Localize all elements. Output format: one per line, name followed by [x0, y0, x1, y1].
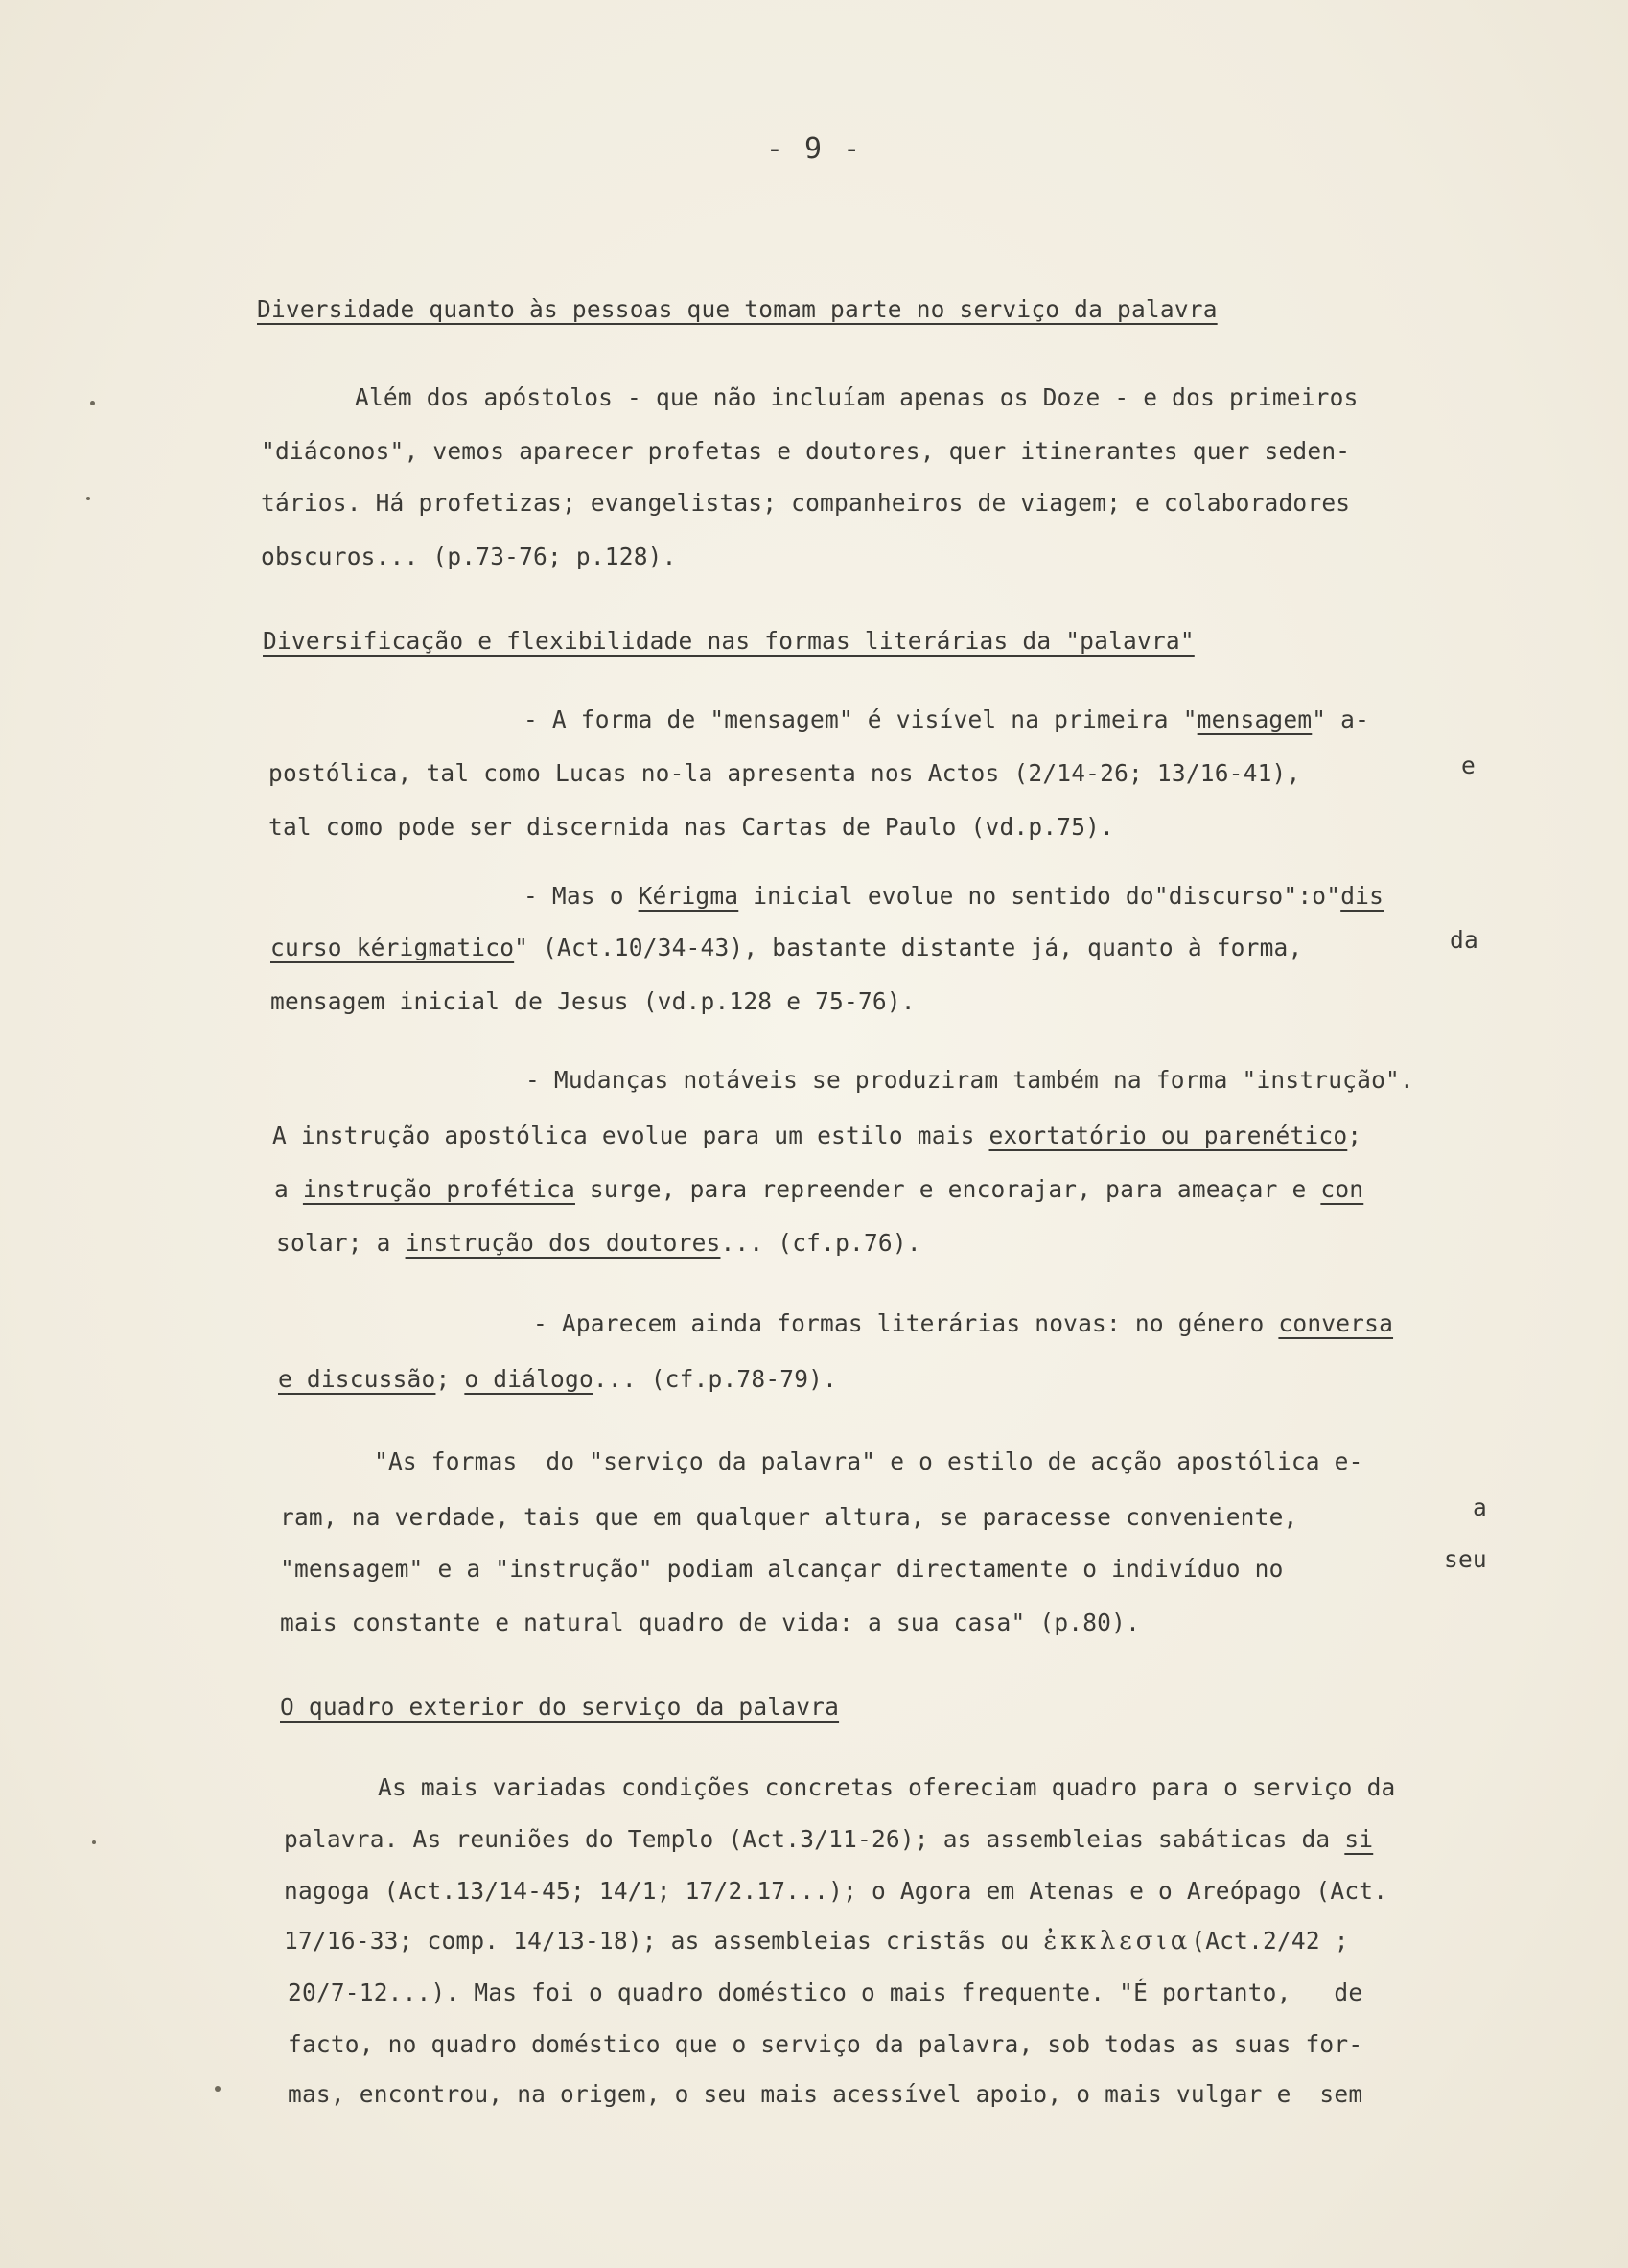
paragraph-line: As mais variadas condições concretas ofereciam quadro para o serviço da: [378, 1773, 1396, 1801]
paragraph-line: A instrução apostólica evolue para um estilo mais exortatório ou parenético;: [272, 1122, 1362, 1149]
paragraph-line: mensagem inicial de Jesus (vd.p.128 e 75-76).: [270, 987, 916, 1015]
paragraph-line: Além dos apóstolos - que não incluíam apenas os Doze - e dos primeiros: [355, 383, 1359, 411]
paragraph-line: tários. Há profetizas; evangelistas; companheiros de viagem; e colaboradores: [261, 489, 1351, 517]
section-heading-literary-forms: Diversificação e flexibilidade nas formas literárias da "palavra": [263, 627, 1195, 655]
scan-speck: [86, 497, 90, 500]
paragraph-line: - A forma de "mensagem" é visível na primeira "mensagem" a-: [523, 706, 1370, 733]
paragraph-line-end: da: [1450, 926, 1478, 954]
section-heading-exterior-frame: O quadro exterior do serviço da palavra: [280, 1693, 840, 1721]
paragraph-line: obscuros... (p.73-76; p.128).: [261, 543, 677, 570]
scan-speck: [90, 401, 95, 405]
paragraph-line: - Mudanças notáveis se produziram também na forma "instrução".: [525, 1066, 1414, 1094]
paragraph-line: tal como pode ser discernida nas Cartas de Paulo (vd.p.75).: [268, 813, 1115, 841]
quote-line-end: seu: [1444, 1545, 1487, 1573]
page-number: - 9 -: [765, 132, 863, 166]
paragraph-line: - Mas o Kérigma inicial evolue no sentido do"discurso":o"dis: [523, 882, 1384, 910]
quote-line: mais constante e natural quadro de vida: a sua casa" (p.80).: [280, 1608, 1141, 1636]
scan-speck: [92, 1840, 96, 1844]
quote-line: ram, na verdade, tais que em qualquer altura, se paracesse conveniente,: [280, 1503, 1298, 1531]
paragraph-line: mas, encontrou, na origem, o seu mais acessível apoio, o mais vulgar e sem: [288, 2080, 1363, 2108]
section-heading-persons: Diversidade quanto às pessoas que tomam parte no serviço da palavra: [257, 295, 1218, 323]
paragraph-line: a instrução profética surge, para repreender e encorajar, para ameaçar e con: [274, 1175, 1364, 1203]
paragraph-line: e discussão; o diálogo... (cf.p.78-79).: [278, 1365, 838, 1393]
paragraph-line: curso kérigmatico" (Act.10/34-43), bastante distante já, quanto à forma,: [270, 934, 1303, 961]
paragraph-line: palavra. As reuniões do Templo (Act.3/11-26); as assembleias sabáticas da si: [284, 1825, 1374, 1853]
paragraph-line: solar; a instrução dos doutores... (cf.p.76).: [276, 1229, 921, 1257]
scan-speck: [215, 2086, 221, 2092]
quote-line: "mensagem" e a "instrução" podiam alcançar directamente o indivíduo no: [280, 1555, 1284, 1583]
paragraph-line: postólica, tal como Lucas no-la apresenta nos Actos (2/14-26; 13/16-41),: [268, 759, 1301, 787]
paragraph-line: - Aparecem ainda formas literárias novas: no género conversa: [533, 1309, 1394, 1337]
paragraph-line: 17/16-33; comp. 14/13-18); as assembleias cristãs ou ἐκκλεσια(Act.2/42 ;: [284, 1927, 1349, 1956]
paragraph-line-end: e: [1461, 752, 1476, 779]
paragraph-line: 20/7-12...). Mas foi o quadro doméstico o mais frequente. "É portanto, de: [288, 1979, 1363, 2006]
paragraph-line: nagoga (Act.13/14-45; 14/1; 17/2.17...); o Agora em Atenas e o Areópago (Act.: [284, 1877, 1388, 1905]
paragraph-line: facto, no quadro doméstico que o serviço da palavra, sob todas as suas for-: [288, 2030, 1363, 2058]
quote-line: "As formas do "serviço da palavra" e o estilo de acção apostólica e-: [374, 1447, 1363, 1475]
paragraph-line: "diáconos", vemos aparecer profetas e doutores, quer itinerantes quer seden-: [261, 437, 1351, 465]
quote-line-end: a: [1473, 1493, 1487, 1521]
greek-word-ekklesia: ἐκκλεσια: [1043, 1927, 1192, 1956]
